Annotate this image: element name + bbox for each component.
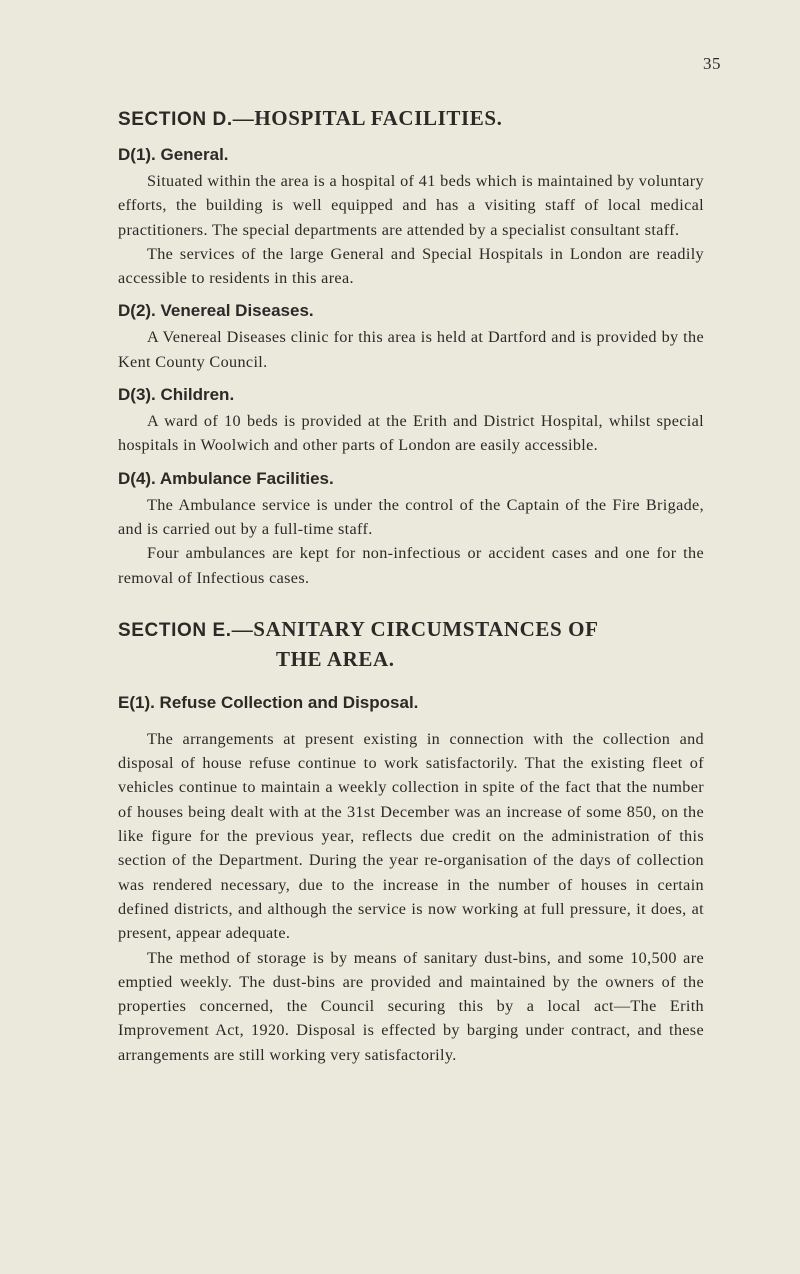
d2-heading: D(2). Venereal Diseases. — [118, 301, 314, 321]
d3-heading: D(3). Children. — [118, 385, 235, 405]
d3-paragraph-1: A ward of 10 beds is provided at the Erith and District Hospital, whilst special hospitals in Woolwich and other parts of London are easily accessible. — [118, 412, 704, 455]
section-d-title: —HOSPITAL FACILITIES. — [232, 106, 503, 130]
e1-paragraph-2: The method of storage is by means of sanitary dust-bins, and some 10,500 are emptied weekly. The dust-bins are provided and maintained by the owners of the properties concerned, the Council securing this by a local act—The Erith Improvement Act, 1920. Disposal is effected by barging under contract, and these arrangements are still working very satisfactorily. — [118, 948, 704, 1064]
section-d-lead: SECTION D. — [118, 109, 233, 130]
d4-paragraph-2: Four ambulances are kept for non-infectious or accident cases and one for the removal of Infectious cases. — [118, 544, 704, 587]
d4-heading: D(4). Ambulance Facilities. — [118, 468, 334, 488]
d4-paragraph-1: The Ambulance service is under the control of the Captain of the Fire Brigade, and is carried out by a full-time staff. — [118, 495, 704, 538]
e1-heading: E(1). Refuse Collection and Disposal. — [118, 692, 419, 712]
page-content — [118, 104, 704, 1067]
section-e-title: —SANITARY CIRCUMSTANCES OF — [231, 616, 599, 641]
e1-paragraph-1: The arrangements at present existing in connection with the collection and disposal of house refuse continue to work satisfactorily. That the existing fleet of vehicles continue to maintain a weekly collection in spite of the fact that the number of houses being dealt with at the 31st December was an increase of some 850, on the like figure for the previous year, reflects due credit on the administration of this section of the Department. During the year re-organisation of the days of collection was rendered necessary, due to the increase in the number of houses in certain defined districts, and although the service is now working at full pressure, it does, at present, appear adequate. — [118, 729, 704, 943]
page-number: 35 — [703, 54, 721, 73]
section-d-heading — [118, 104, 704, 134]
section-e-heading — [118, 615, 704, 673]
d2-paragraph-1: A Venereal Diseases clinic for this area is held at Dartford and is provided by the Kent County Council. — [118, 328, 704, 371]
section-e-lead: SECTION E. — [118, 619, 232, 641]
section-e-title-line-2: THE AREA. — [276, 646, 395, 671]
d1-paragraph-2: The services of the large General and Special Hospitals in London are readily accessible to residents in this area. — [118, 244, 704, 288]
d1-heading: D(1). General. — [118, 145, 229, 164]
d1-paragraph-1: Situated within the area is a hospital of 41 beds which is maintained by voluntary efforts, the building is well equipped and has a visiting staff of local medical practitioners. The special departments are attended by a specialist consultant staff. — [118, 172, 704, 239]
